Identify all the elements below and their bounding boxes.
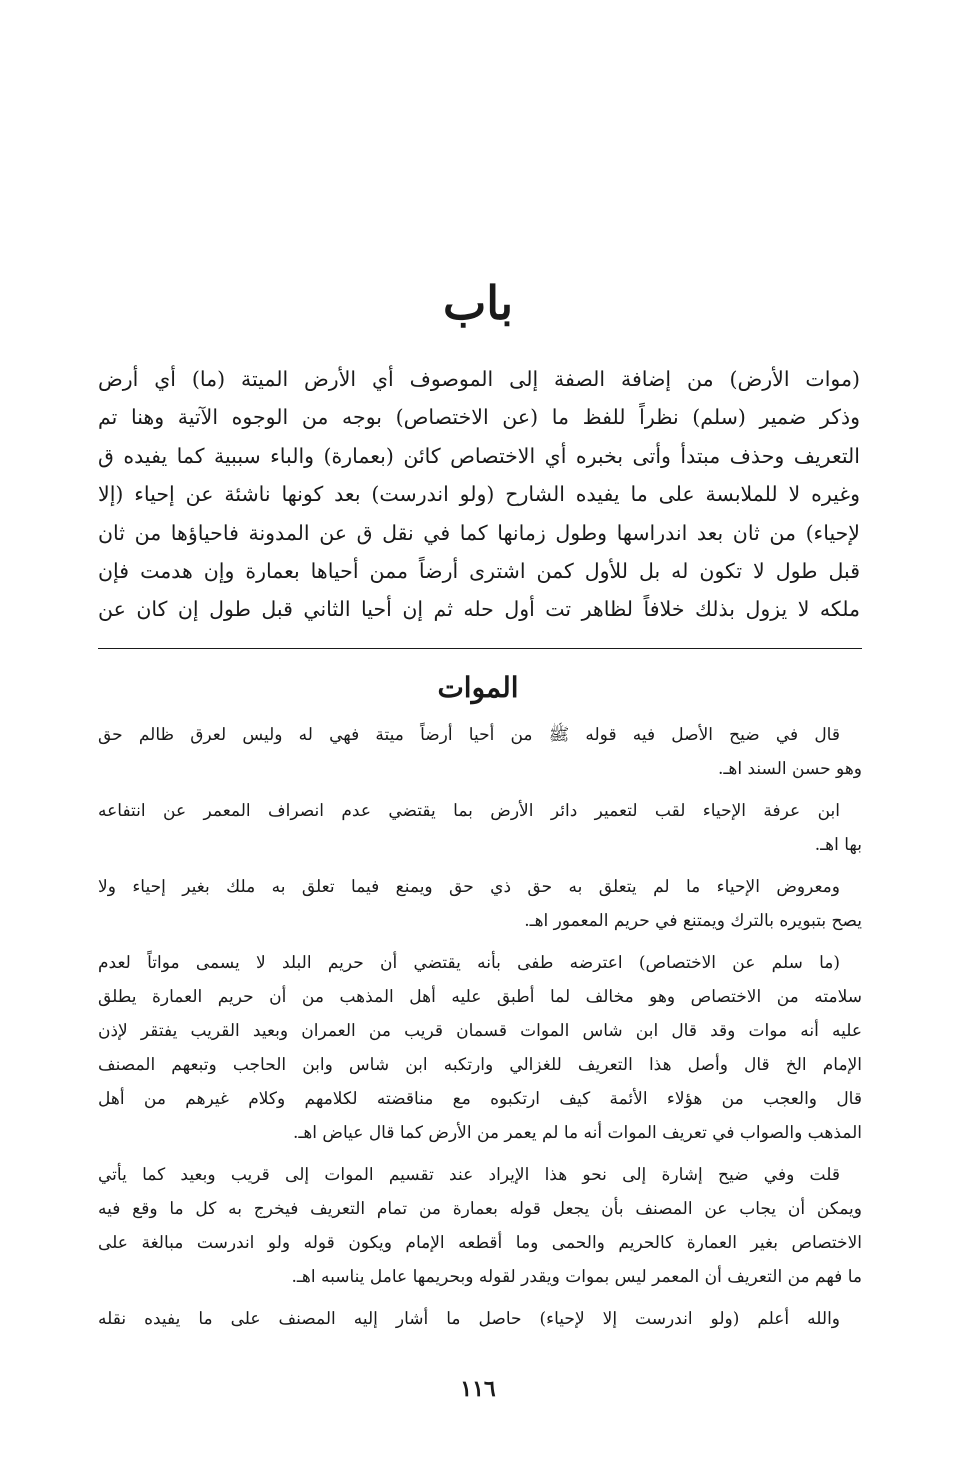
- main-text-line: (موات الأرض) من إضافة الصفة إلى الموصوف أي الأرض الميتة (ما) أي أرض: [98, 367, 860, 391]
- main-text-line: وغيره لا للملابسة على ما يفيده الشارح (ولو اندرست) بعد كونها ناشئة عن إحياء (إلا: [98, 482, 860, 507]
- page-number: ١١٦: [460, 1376, 496, 1402]
- commentary-line: (ما سلم عن الاختصاص) اعترضه طفى بأنه يقتضي أن حريم البلد لا يسمى مواتاً لعدم: [98, 953, 840, 973]
- main-text-line: وذكر ضمير (سلم) نظراً للفظ ما (عن الاختصاص) بوجه من الوجوه الآتية وهنا تم: [98, 405, 860, 430]
- commentary: [98, 718, 862, 1344]
- chapter-title: باب: [442, 276, 514, 330]
- main-text: [98, 360, 860, 629]
- commentary-line: ويمكن أن يجاب عن المصنف بأن يجعل قوله بعمارة من تمام التعريف فيخرج به كل ما وقع فيه: [98, 1199, 862, 1219]
- commentary-line: عليه أنه موات وقد قال ابن شاس الموات قسمان قريب من العمران وبعيد القريب يفتقر لإذن: [98, 1021, 862, 1041]
- section-divider: [98, 648, 862, 649]
- commentary-line: قلت وفي ضيح إشارة إلى نحو هذا الإيراد عند تقسيم الموات إلى قريب وبعيد كما يأتي: [98, 1165, 840, 1185]
- main-text-line: ملكه لا يزول بذلك خلافاً لظاهر تت أول حله ثم إن أحيا الثاني قبل طول إن كان عن: [98, 597, 860, 622]
- commentary-paragraph: [98, 946, 862, 1150]
- commentary-line: الاختصاص بغير العمارة كالحريم والحمى وما أقطعه الإمام ويكون قوله ولو اندرست مبالغة على: [98, 1233, 862, 1253]
- commentary-paragraph: [98, 718, 862, 786]
- commentary-paragraph: [98, 1302, 862, 1336]
- main-text-line: لإحياء) من ثان بعد اندراسها وطول زمانها كما في نقل ق عن المدونة فاحياؤها من ثان: [98, 520, 860, 545]
- commentary-line: ومعروض الإحياء ما لم يتعلق به حق ذي حق ويمنع فيما تعلق به ملك بغير إحياء ولا: [98, 877, 840, 897]
- commentary-line: المذهب والصواب في تعريف الموات أنه ما لم يعمر من الأرض كما قال عياض اهـ.: [292, 1123, 862, 1143]
- main-text-line: قبل طول لا تكون له بل للأول كمن اشترى أرضاً ممن أحياها بعمارة وإن هدمت فإن: [98, 559, 860, 584]
- commentary-line: ما فهم من التعريف أن المعمر ليس بموات ويقدر لقوله وبحريمها عامل يناسبه اهـ.: [291, 1267, 862, 1287]
- commentary-line: بها اهـ.: [814, 835, 862, 855]
- commentary-line: الإمام الخ قال وأصل هذا التعريف للغزالي وارتكبه ابن شاس وابن الحاجب وتبعهم المصنف: [98, 1055, 862, 1075]
- commentary-paragraph: [98, 1158, 862, 1294]
- commentary-line: ابن عرفة الإحياء لقب لتعمير دائر الأرض بما يقتضي عدم انصراف المعمر عن انتفاعه: [98, 801, 840, 821]
- commentary-line: وهو حسن السند اهـ.: [718, 759, 862, 779]
- commentary-line: يصح بتبويره بالترك ويمتنع في حريم المعمور اهـ.: [524, 911, 862, 931]
- commentary-title: الموات: [437, 671, 519, 704]
- commentary-line: قال والعجب من هؤلاء الأئمة كيف ارتكبوه مع مناقضته لكلامهم وكلام غيرهم من أهل: [98, 1089, 862, 1109]
- commentary-line: سلامته من الاختصاص وهو مخالف لما أطبق عليه أهل المذهب من أن حريم العمارة يطلق: [98, 987, 862, 1007]
- commentary-line: قال في ضيح الأصل فيه قوله ﷺ من أحيا أرضاً ميتة فهي له وليس لعرق ظالم حق: [98, 725, 840, 745]
- commentary-line: والله أعلم (ولو اندرست إلا لإحياء) حاصل ما أشار إليه المصنف على ما يفيده نقله: [98, 1309, 840, 1329]
- commentary-paragraph: [98, 794, 862, 862]
- commentary-paragraph: [98, 870, 862, 938]
- main-text-line: التعريف وحذف مبتدأ وأتى بخبره أي الاختصاص كائن (بعمارة) والباء سببية كما يفيده ق: [98, 443, 860, 468]
